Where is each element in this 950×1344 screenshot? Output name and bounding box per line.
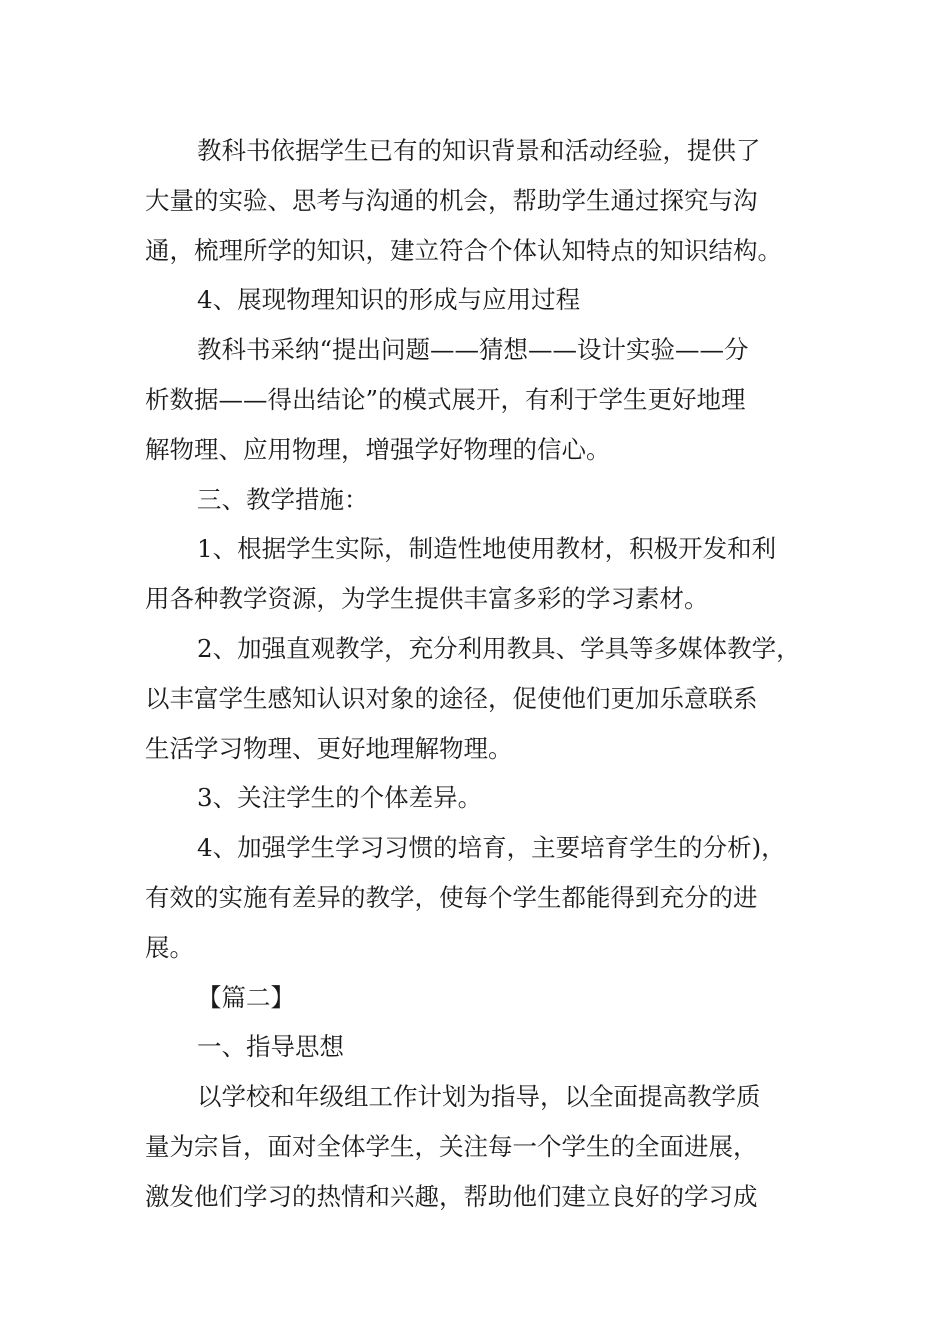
text-line: 教科书依据学生已有的知识背景和活动经验，提供了 <box>197 136 761 165</box>
text-line: 2、加强直观教学，充分利用教具、学具等多媒体教学， <box>197 633 801 663</box>
text-line: 以丰富学生感知认识对象的途径，促使他们更加乐意联系 <box>145 683 758 713</box>
text-line: 解物理、应用物理，增强学好物理的信心。 <box>145 434 611 464</box>
text-line: 一、指导思想 <box>197 1032 344 1062</box>
text-line: 1、根据学生实际，制造性地使用教材，积极开发和利 <box>197 534 777 564</box>
text-line: 激发他们学习的热情和兴趣，帮助他们建立良好的学习成 <box>145 1181 758 1211</box>
text-line: 展。 <box>145 932 194 962</box>
text-line: 量为宗旨，面对全体学生，关注每一个学生的全面进展， <box>145 1131 758 1161</box>
text-line: 4、展现物理知识的形成与应用过程 <box>197 285 581 315</box>
text-line: 生活学习物理、更好地理解物理。 <box>145 733 513 763</box>
text-line: 析数据——得出结论”的模式展开，有利于学生更好地理 <box>145 384 746 414</box>
document-body <box>145 126 810 1222</box>
text-line: 用各种教学资源，为学生提供丰富多彩的学习素材。 <box>145 584 709 614</box>
text-line: 通，梳理所学的知识，建立符合个体认知特点的知识结构。 <box>145 235 782 265</box>
text-line: 4、加强学生学习习惯的培育，主要培育学生的分析)， <box>197 833 786 863</box>
text-line: 有效的实施有差异的教学，使每个学生都能得到充分的进 <box>145 882 758 912</box>
text-line: 3、关注学生的个体差异。 <box>197 783 483 813</box>
text-line: 以学校和年级组工作计划为指导，以全面提高教学质 <box>197 1082 761 1112</box>
text-line: 大量的实验、思考与沟通的机会，帮助学生通过探究与沟 <box>145 185 758 215</box>
text-line: 三、教学措施： <box>197 484 369 514</box>
text-line: 教科书采纳“提出问题——猜想——设计实验——分 <box>197 335 749 365</box>
text-line: 【篇二】 <box>197 982 295 1012</box>
